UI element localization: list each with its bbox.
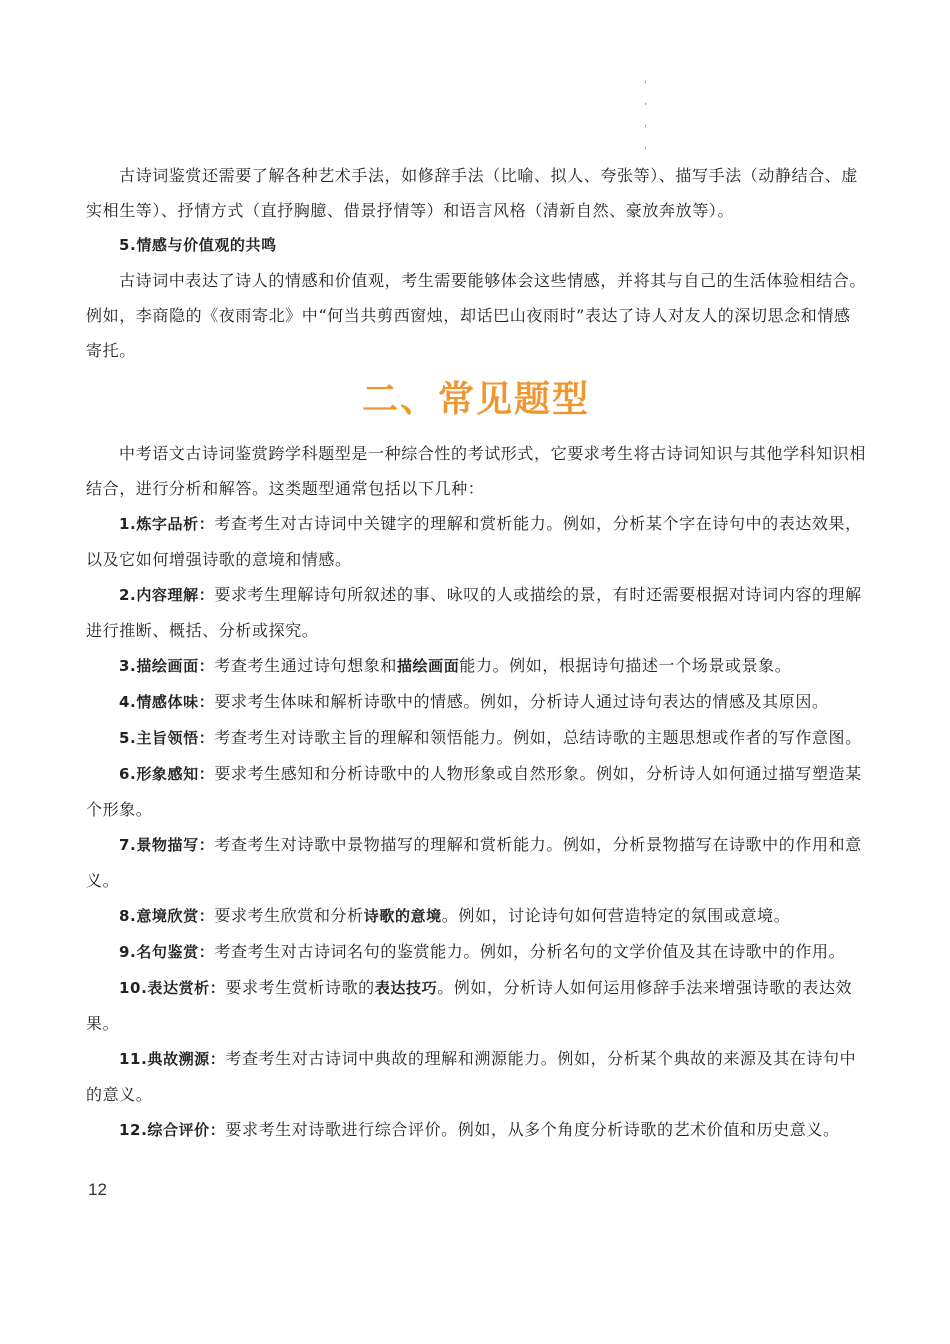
question-type-item: 2.内容理解：要求考生理解诗句所叙述的事、咏叹的人或描绘的景，有时还需要根据对诗词内容的理解进行推断、概括、分析或探究。 [86, 585, 862, 640]
question-type-item: 1.炼字品析：考查考生对古诗词中关键字的理解和赏析能力。例如，分析某个字在诗句中的表达效果，以及它如何增强诗歌的意境和情感。 [86, 514, 862, 569]
question-type-item: 5.主旨领悟：考查考生对诗歌主旨的理解和领悟能力。例如，总结诗歌的主题思想或作者的写作意图。 [119, 728, 862, 747]
question-type-item: 4.情感体味：要求考生体味和解析诗歌中的情感。例如，分析诗人通过诗句表达的情感及其原因。 [119, 692, 829, 711]
question-type-item: 10.表达赏析：要求考生赏析诗歌的表达技巧。例如，分析诗人如何运用修辞手法来增强诗歌的表达效果。 [86, 978, 853, 1033]
art-techniques-paragraph: 古诗词鉴赏还需要了解各种艺术手法，如修辞手法（比喻、拟人、夸张等）、描写手法（动静结合、虚实相生等）、抒情方式（直抒胸臆、借景抒情等）和语言风格（清新自然、豪放奔放等）。 [86, 166, 859, 220]
question-type-item: 6.形象感知：要求考生感知和分析诗歌中的人物形象或自然形象。例如，分析诗人如何通过描写塑造某个形象。 [86, 764, 862, 819]
page-content [86, 158, 866, 1148]
question-type-item: 7.景物描写：考查考生对诗歌中景物描写的理解和赏析能力。例如，分析景物描写在诗歌中的作用和意义。 [86, 835, 862, 890]
decorative-dots: · · · · [644, 78, 647, 154]
question-type-item: 8.意境欣赏：要求考生欣赏和分析诗歌的意境。例如，讨论诗句如何营造特定的氛围或意境。 [119, 906, 791, 925]
section-title [86, 374, 866, 426]
question-type-item: 9.名句鉴赏：考查考生对古诗词名句的鉴赏能力。例如，分析名句的文学价值及其在诗歌中的作用。 [119, 942, 846, 961]
question-types-intro: 中考语文古诗词鉴赏跨学科题型是一种综合性的考试形式，它要求考生将古诗词知识与其他学科知识相结合，进行分析和解答。这类题型通常包括以下几种： [86, 444, 867, 498]
page-number: 12 [88, 1180, 107, 1199]
question-type-list [86, 506, 866, 1148]
section-title-text: 二、常见题型 [361, 379, 590, 420]
question-type-item: 3.描绘画面：考查考生通过诗句想象和描绘画面能力。例如，根据诗句描述一个场景或景象。 [119, 656, 792, 675]
question-type-item: 11.典故溯源：考查考生对古诗词中典故的理解和溯源能力。例如，分析某个典故的来源及其在诗句中的意义。 [86, 1049, 857, 1104]
question-type-item: 12.综合评价：要求考生对诗歌进行综合评价。例如，从多个角度分析诗歌的艺术价值和历史意义。 [119, 1120, 840, 1139]
subheading-emotion-values: 5.情感与价值观的共鸣 [119, 236, 277, 254]
emotion-values-paragraph: 古诗词中表达了诗人的情感和价值观，考生需要能够体会这些情感，并将其与自己的生活体验相结合。例如，李商隐的《夜雨寄北》中“何当共剪西窗烛，却话巴山夜雨时”表达了诗人对友人的深切思念和情感寄托。 [86, 271, 867, 360]
